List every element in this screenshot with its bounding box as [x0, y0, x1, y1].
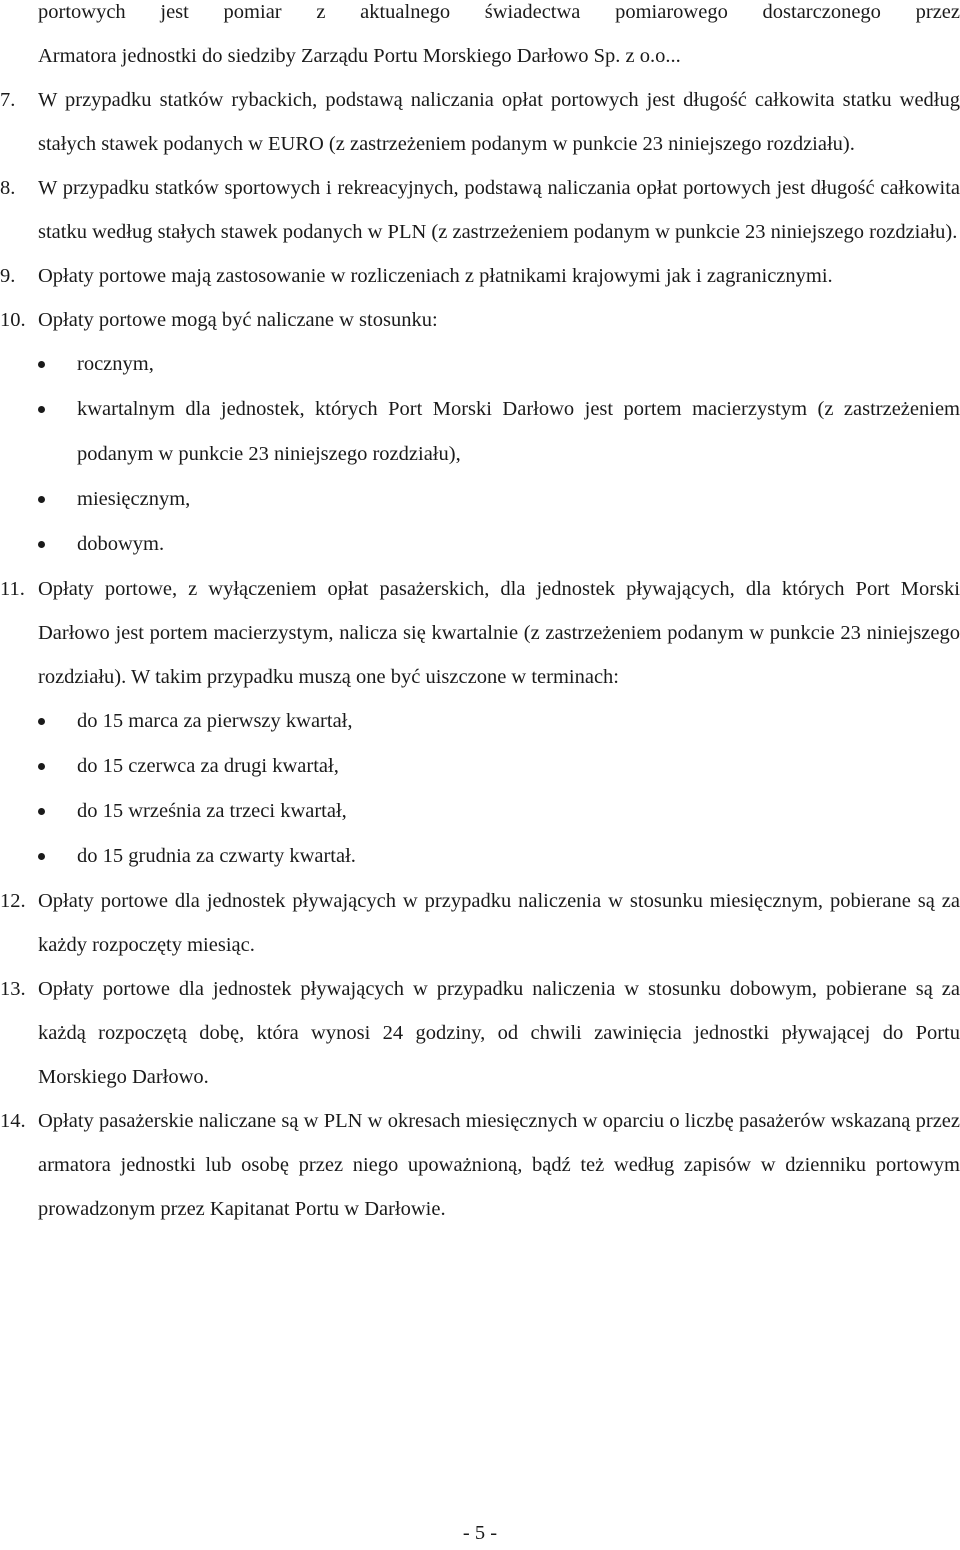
bullet-text: do 15 września za trzeci kwartał, [77, 800, 347, 822]
item-number: 12. [0, 890, 26, 912]
list-item-10 [0, 298, 960, 342]
bullet-list-11 [0, 699, 960, 879]
item-number: 7. [0, 89, 16, 111]
list-item [0, 834, 960, 879]
numbered-list [0, 78, 960, 1231]
item-number: 14. [0, 1110, 26, 1132]
list-item [0, 789, 960, 834]
list-item-13 [0, 967, 960, 1099]
bullet-list-10 [0, 342, 960, 567]
list-item-12 [0, 879, 960, 967]
list-item-7 [0, 78, 960, 166]
bullet-icon [38, 718, 45, 725]
bullet-icon [38, 496, 45, 503]
list-item [0, 477, 960, 522]
list-item [0, 342, 960, 387]
item-number: 13. [0, 978, 26, 1000]
item-number: 10. [0, 309, 26, 331]
intro-continuation-2 [38, 34, 960, 78]
page-number: - 5 - [462, 1522, 498, 1544]
item-number: 8. [0, 177, 16, 199]
text-body [38, 0, 960, 78]
intro-line-1: portowych jest pomiar z aktualnego świadectwa pomiarowego dostarczonego przez [38, 1, 960, 23]
item-text: W przypadku statków sportowych i rekreacyjnych, podstawą naliczania opłat portowych jest długość całkowita statku według stałych stawek podanych w PLN (z zastrzeżeniem podanym w punkcie 23 niniejszego rozdziału). [38, 177, 960, 243]
item-number: 11. [0, 578, 25, 600]
item-text: Opłaty portowe dla jednostek pływających w przypadku naliczenia w stosunku dobowym, pobierane są za każdą rozpoczętą dobę, która wynosi 24 godziny, od chwili zawinięcia jednostki pływającej do Portu Morskiego Darłowo. [38, 978, 960, 1088]
bullet-text: miesięcznym, [77, 488, 191, 510]
list-item-8 [0, 166, 960, 254]
list-item [0, 744, 960, 789]
list-item [0, 387, 960, 477]
item-number: 9. [0, 265, 16, 287]
item-text: Opłaty pasażerskie naliczane są w PLN w okresach miesięcznych w oparciu o liczbę pasażerów wskazaną przez armatora jednostki lub osobę przez niego upoważnioną, bądź też według zapisów w dzienniku portowym prowadzonym przez Kapitanat Portu w Darłowie. [38, 1110, 960, 1220]
item-text: Opłaty portowe mają zastosowanie w rozliczeniach z płatnikami krajowymi jak i zagranicznymi. [38, 265, 833, 287]
bullet-icon [38, 361, 45, 368]
list-item [0, 522, 960, 567]
bullet-text: dobowym. [77, 533, 165, 555]
intro-line-2: Armatora jednostki do siedziby Zarządu Portu Morskiego Darłowo Sp. z o.o... [38, 45, 681, 67]
item-text: Opłaty portowe, z wyłączeniem opłat pasażerskich, dla jednostek pływających, dla których Port Morski Darłowo jest portem macierzystym, nalicza się kwartalnie (z zastrzeżeniem podanym w punkcie 23 niniejszego rozdziału). W takim przypadku muszą one być uiszczone w terminach: [38, 578, 960, 688]
bullet-icon [38, 853, 45, 860]
list-item-9 [0, 254, 960, 298]
bullet-icon [38, 808, 45, 815]
item-text: W przypadku statków rybackich, podstawą naliczania opłat portowych jest długość całkowita statku według stałych stawek podanych w EURO (z zastrzeżeniem podanym w punkcie 23 niniejszego rozdziału). [38, 89, 960, 155]
bullet-text: do 15 marca za pierwszy kwartał, [77, 710, 353, 732]
bullet-text: rocznym, [77, 353, 154, 375]
bullet-icon [38, 406, 45, 413]
list-item [0, 699, 960, 744]
list-item-11 [0, 567, 960, 699]
bullet-text: kwartalnym dla jednostek, których Port Morski Darłowo jest portem macierzystym (z zastrzeżeniem podanym w punkcie 23 niniejszego rozdziału), [77, 398, 960, 465]
intro-continuation [38, 0, 960, 34]
bullet-text: do 15 grudnia za czwarty kwartał. [77, 845, 356, 867]
list-item-14 [0, 1099, 960, 1231]
bullet-text: do 15 czerwca za drugi kwartał, [77, 755, 339, 777]
item-text: Opłaty portowe mogą być naliczane w stosunku: [38, 309, 438, 331]
bullet-icon [38, 763, 45, 770]
item-text: Opłaty portowe dla jednostek pływających w przypadku naliczenia w stosunku miesięcznym, pobierane są za każdy rozpoczęty miesiąc. [38, 890, 960, 956]
bullet-icon [38, 541, 45, 548]
